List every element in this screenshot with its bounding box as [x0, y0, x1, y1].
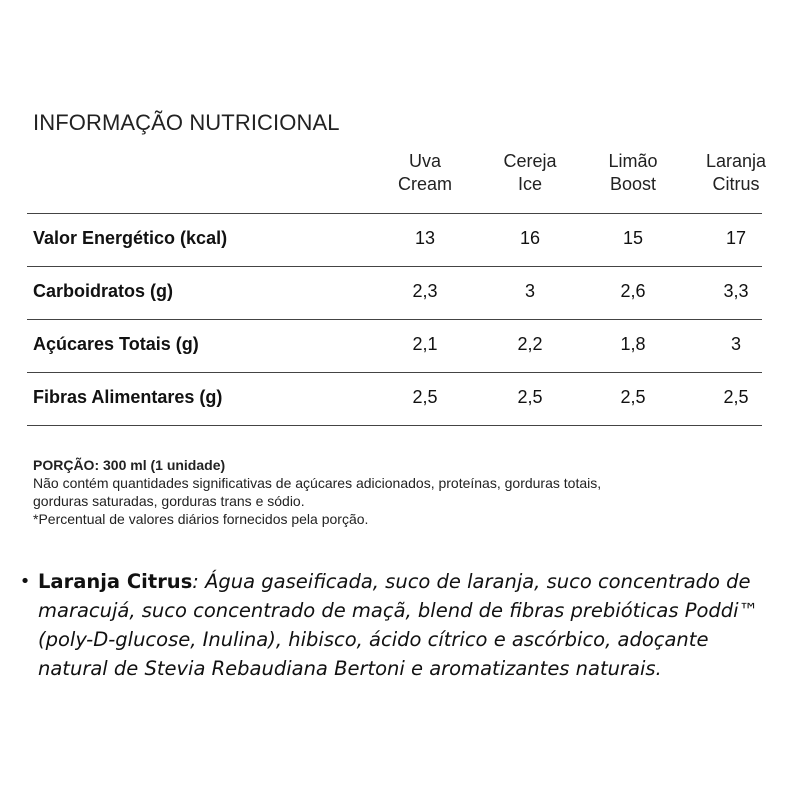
column-header-line1: Cereja	[503, 151, 557, 171]
nutrition-table	[27, 150, 767, 426]
table-cell: 17	[725, 228, 747, 248]
table-cell: 3	[730, 334, 741, 354]
bullet-icon: •	[19, 571, 31, 592]
column-header-line1: Laranja	[705, 151, 767, 171]
table-cell: 2,5	[723, 387, 749, 407]
row-label: Carboidratos (g)	[33, 281, 174, 301]
table-row	[27, 214, 762, 267]
footnotes	[33, 456, 753, 528]
ingredients-text: : Água gaseificada, suco de laranja, suco concentrado de maracujá, suco concentrado de maçã, blend de fibras prebióticas Poddi™ (poly-D-glucose, Inulina), hibisco, ácido cítrico e ascórbico, adoçante natural de Stevia Rebaudiana Bertoni e aromatizantes naturais.	[38, 570, 759, 680]
column-header-line2: Cream	[397, 174, 452, 194]
ingredients-list	[14, 567, 784, 683]
table-row	[27, 373, 762, 426]
footnote-line: Não contém quantidades significativas de açúcares adicionados, proteínas, gorduras totais,	[33, 475, 602, 491]
column-header-line2: Boost	[609, 174, 657, 194]
table-cell: 2,2	[517, 334, 543, 354]
table-cell: 1,8	[620, 334, 646, 354]
table-cell: 3	[524, 281, 535, 301]
column-header-line1: Uva	[408, 151, 441, 171]
table-cell: 2,3	[412, 281, 438, 301]
table-header	[27, 150, 767, 214]
table-cell: 15	[622, 228, 644, 248]
column-header-cereja-ice	[480, 150, 580, 196]
table-cell: 2,1	[412, 334, 438, 354]
table-cell: 2,5	[412, 387, 438, 407]
row-label: Açúcares Totais (g)	[33, 334, 199, 354]
table-cell: 2,5	[620, 387, 646, 407]
ingredients-item	[38, 567, 784, 683]
table-cell: 2,6	[620, 281, 646, 301]
page-title: INFORMAÇÃO NUTRICIONAL	[33, 110, 340, 135]
column-header-laranja-citrus	[686, 150, 786, 196]
column-header-line2: Citrus	[712, 174, 760, 194]
table-cell: 16	[519, 228, 541, 248]
table-row	[27, 267, 762, 320]
footnote-line: *Percentual de valores diários fornecidos pela porção.	[33, 511, 369, 527]
row-label: Valor Energético (kcal)	[33, 228, 228, 248]
product-name: Laranja Citrus	[38, 570, 193, 593]
column-header-line1: Limão	[608, 151, 658, 171]
table-cell: 3,3	[723, 281, 749, 301]
portion-text: PORÇÃO: 300 ml (1 unidade)	[33, 457, 226, 473]
footnote-line: gorduras saturadas, gorduras trans e sódio.	[33, 493, 305, 509]
table-cell: 13	[414, 228, 436, 248]
column-header-line2: Ice	[517, 174, 542, 194]
table-row	[27, 320, 762, 373]
table-cell: 2,5	[517, 387, 543, 407]
row-label: Fibras Alimentares (g)	[33, 387, 223, 407]
column-header-uva-cream	[375, 150, 475, 196]
column-header-limao-boost	[583, 150, 683, 196]
